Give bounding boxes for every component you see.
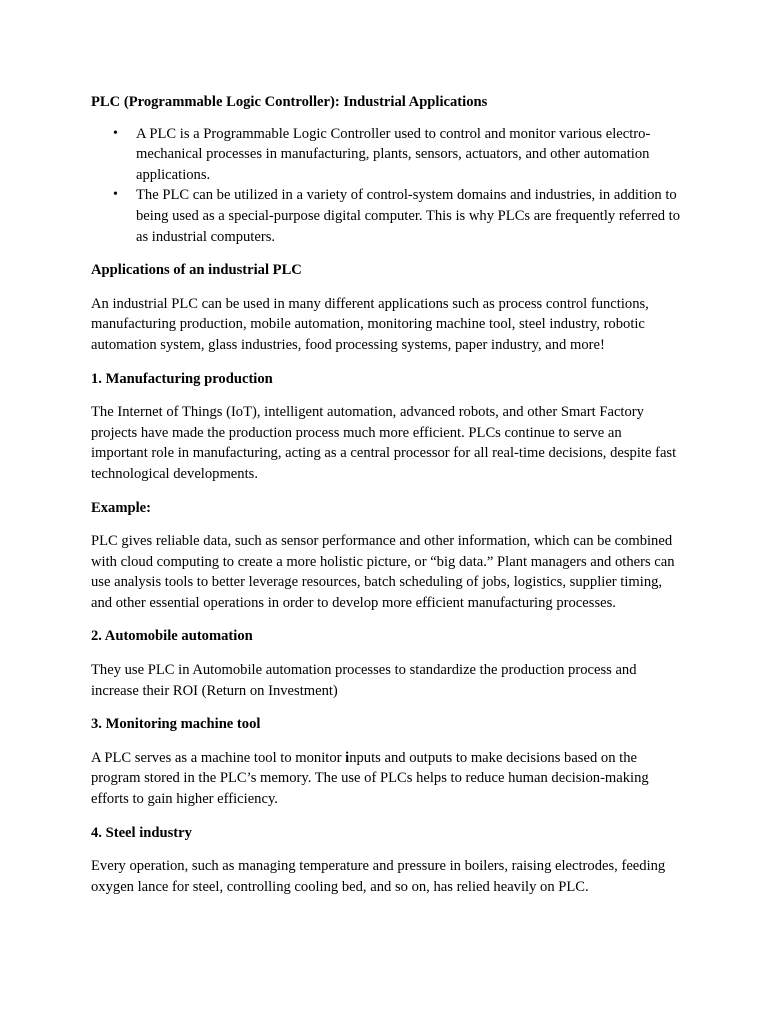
section-body-manufacturing: The Internet of Things (IoT), intelligent automation, advanced robots, and other Smart Factory projects have made the production process much more efficient. PLCs continue to serve an important role in manufacturing, acting as a central processor for all real-time decisions, despite fast technological developments. <box>91 404 677 482</box>
body-text-end: nputs and outputs to make decisions based on the program stored in the PLC’s memory. The use of PLCs helps to reduce human decision-making efforts to gain higher efficiency. <box>91 749 649 808</box>
applications-heading: Applications of an industrial PLC <box>91 262 302 279</box>
bullet-icon: • <box>113 125 118 141</box>
document-body <box>91 92 681 897</box>
section-heading-manufacturing: 1. Manufacturing production <box>91 370 273 387</box>
section-heading-machine-tool: 3. Monitoring machine tool <box>91 716 261 733</box>
bullet-item <box>91 124 681 186</box>
document-title: PLC (Programmable Logic Controller): Industrial Applications <box>91 94 488 110</box>
section-body-machine-tool <box>91 748 681 810</box>
section-body-steel: Every operation, such as managing temperature and pressure in boilers, raising electrodes, feeding oxygen lance for steel, controlling cooling bed, and so on, has relied heavily on PLC. <box>91 858 666 895</box>
bullet-text: The PLC can be utilized in a variety of control-system domains and industries, in addition to being used as a special-purpose digital computer. This is why PLCs are frequently referred to as industrial computers. <box>136 187 681 245</box>
section-body-example: PLC gives reliable data, such as sensor performance and other information, which can be combined with cloud computing to create a more holistic picture, or “big data.” Plant managers and others can use analysis tools to better leverage resources, batch scheduling of jobs, logistics, supplier timing, and other essential operations in order to develop more efficient manufacturing processes. <box>91 533 675 611</box>
section-heading-automobile: 2. Automobile automation <box>91 628 253 645</box>
section-heading-steel: 4. Steel industry <box>91 824 192 841</box>
section-heading-example: Example: <box>91 499 151 516</box>
body-text-bold: i <box>345 749 350 766</box>
bullet-item <box>91 185 681 247</box>
bullet-text: A PLC is a Programmable Logic Controller used to control and monitor various electro-mechanical processes in manufacturing, plants, sensors, actuators, and other automation applications. <box>136 125 651 183</box>
applications-intro: An industrial PLC can be used in many different applications such as process control functions, manufacturing production, mobile automation, monitoring machine tool, steel industry, robotic automation system, glass industries, food processing systems, paper industry, and more! <box>91 295 649 353</box>
intro-bullet-list <box>91 124 681 248</box>
bullet-icon: • <box>113 187 118 203</box>
body-text-start: A PLC serves as a machine tool to monitor <box>91 749 346 766</box>
section-body-automobile: They use PLC in Automobile automation processes to standardize the production process and increase their ROI (Return on Investment) <box>91 662 637 699</box>
